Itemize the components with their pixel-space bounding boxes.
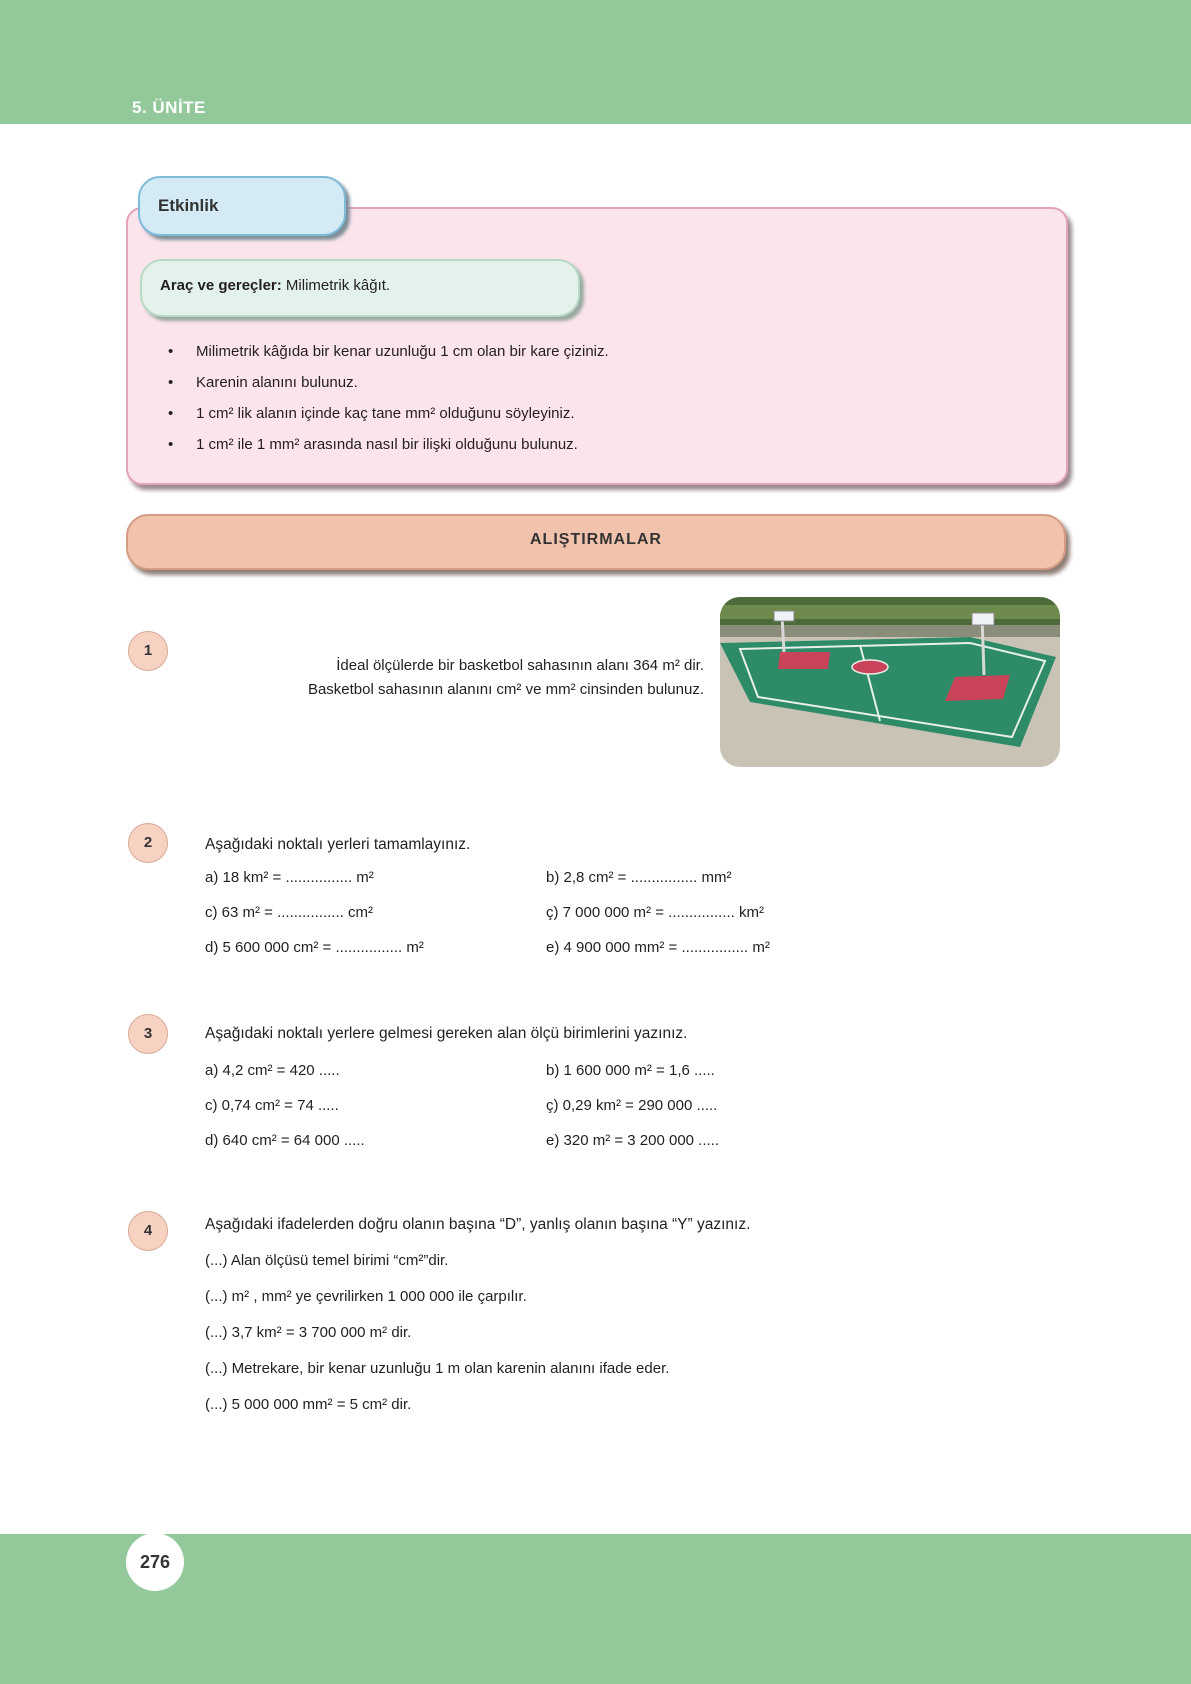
question-3-item: b) 1 600 000 m² = 1,6 ..... [546, 1062, 715, 1079]
activity-bullet: • Milimetrik kâğıda bir kenar uzunluğu 1 cm olan bir kare çiziniz. [168, 343, 609, 374]
question-2-item: d) 5 600 000 cm² = ................ m² [205, 939, 424, 956]
exercises-banner [126, 514, 1066, 570]
question-4-item: (...) 3,7 km² = 3 700 000 m² dir. [205, 1324, 412, 1341]
question-3-item: e) 320 m² = 3 200 000 ..... [546, 1132, 720, 1149]
question-4-item: (...) Metrekare, bir kenar uzunluğu 1 m olan karenin alanını ifade eder. [205, 1360, 670, 1377]
question-4-stem: Aşağıdaki ifadelerden doğru olanın başına “D”, yanlış olanın başına “Y” yazınız. [205, 1216, 751, 1233]
question-3-stem: Aşağıdaki noktalı yerlere gelmesi gereken alan ölçü birimlerini yazınız. [205, 1025, 688, 1042]
question-2-badge: 2 [128, 823, 168, 863]
question-4-item: (...) Alan ölçüsü temel birimi “cm²”dir. [205, 1252, 449, 1269]
tools-text [160, 277, 390, 294]
page-number: 276 [126, 1533, 184, 1591]
question-3-item: c) 0,74 cm² = 74 ..... [205, 1097, 339, 1114]
exercises-title: ALIŞTIRMALAR [530, 531, 662, 548]
question-4-item: (...) m² , mm² ye çevrilirken 1 000 000 ile çarpılır. [205, 1288, 527, 1305]
activity-bullet: • Karenin alanını bulunuz. [168, 374, 609, 405]
question-3-item: d) 640 cm² = 64 000 ..... [205, 1132, 365, 1149]
basketball-court-photo [720, 597, 1060, 767]
activity-bullet: • 1 cm² ile 1 mm² arasında nasıl bir ilişki olduğunu bulunuz. [168, 436, 609, 467]
question-2-item: b) 2,8 cm² = ................ mm² [546, 869, 732, 886]
question-2-stem: Aşağıdaki noktalı yerleri tamamlayınız. [205, 836, 471, 853]
tools-label: Araç ve gereçler: [160, 277, 282, 294]
question-2-item: c) 63 m² = ................ cm² [205, 904, 373, 921]
activity-bullets [168, 343, 609, 467]
question-3-item: ç) 0,29 km² = 290 000 ..... [546, 1097, 718, 1114]
question-1-badge: 1 [128, 631, 168, 671]
question-4-badge: 4 [128, 1211, 168, 1251]
activity-title: Etkinlik [158, 196, 219, 215]
activity-bullet: • 1 cm² lik alanın içinde kaç tane mm² olduğunu söyleyiniz. [168, 405, 609, 436]
question-4-item: (...) 5 000 000 mm² = 5 cm² dir. [205, 1396, 412, 1413]
question-3-badge: 3 [128, 1014, 168, 1054]
tools-value: Milimetrik kâğıt. [285, 277, 391, 294]
question-1-line-2: Basketbol sahasının alanını cm² ve mm² cinsinden bulunuz. [307, 681, 704, 698]
question-2-item: a) 18 km² = ................ m² [205, 869, 374, 886]
question-2-item: ç) 7 000 000 m² = ................ km² [546, 904, 764, 921]
unit-label: 5. ÜNİTE [132, 98, 206, 117]
question-1-text [176, 654, 704, 702]
question-2-item: e) 4 900 000 mm² = ................ m² [546, 939, 770, 956]
question-3-item: a) 4,2 cm² = 420 ..... [205, 1062, 340, 1079]
question-1-line-1: İdeal ölçülerde bir basketbol sahasının alanı 364 m² dir. [336, 657, 704, 674]
